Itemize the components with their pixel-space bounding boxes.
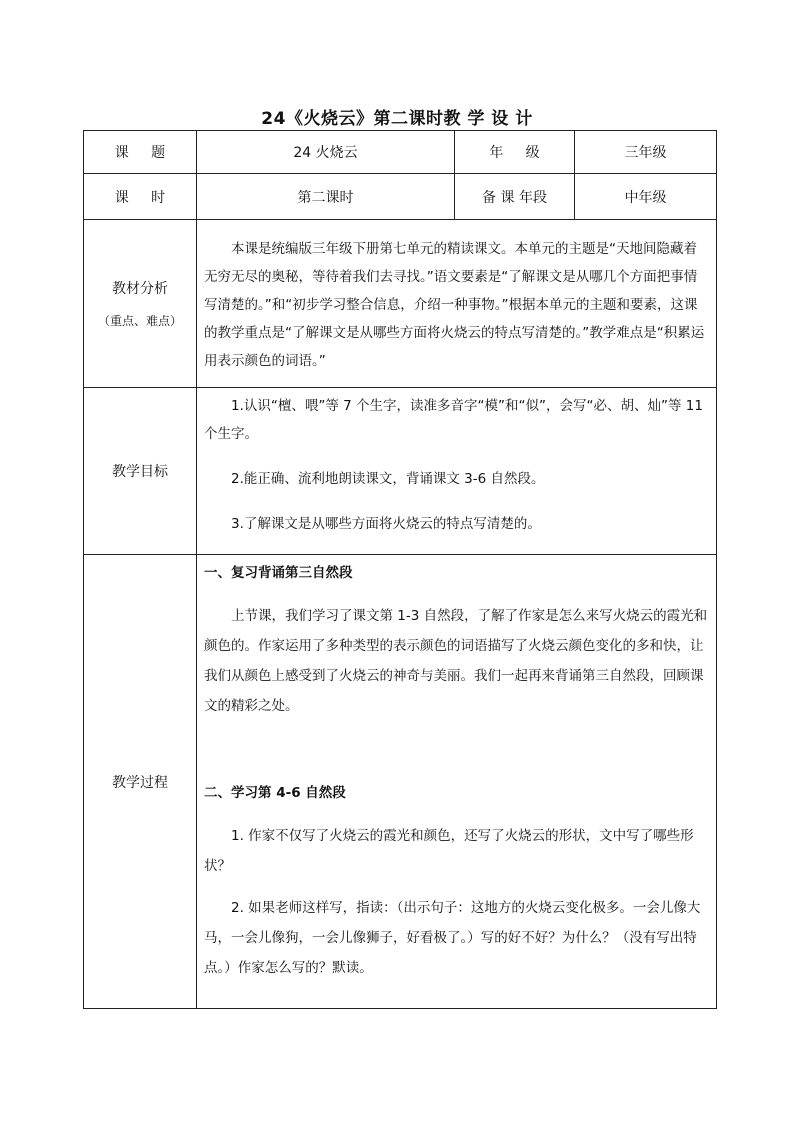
prep-value: 中年级 [575, 174, 717, 220]
grade-value: 三年级 [575, 131, 717, 174]
table-row-period [84, 174, 717, 220]
table-row-analysis [84, 220, 717, 388]
process-section1-text: 上节课，我们学习了课文第 1-3 自然段，了解了作家是怎么来写火烧云的霞光和颜色的。作家运用了多种类型的表示颜色的词语描写了火烧云颜色变化的多和快，让我们从颜色上感受到了火烧云的神奇与美丽。我们一起再来背诵第三自然段，回顾课文的精彩之处。 [204, 608, 708, 714]
process-question-1: 1. 作家不仅写了火烧云的霞光和颜色，还写了火烧云的形状，文中写了哪些形状？ [204, 828, 694, 874]
topic-label: 课题 [84, 131, 197, 174]
table-row-process [84, 555, 717, 1009]
goal-item: 2.能正确、流利地朗读课文，背诵课文 3-6 自然段。 [231, 471, 545, 487]
analysis-label-cell [84, 220, 197, 388]
lesson-plan-table [83, 130, 717, 1009]
process-section1-heading: 一、复习背诵第三自然段 [204, 565, 353, 581]
table-row-topic [84, 131, 717, 174]
goals-label: 教学目标 [84, 388, 197, 555]
topic-value: 24 火烧云 [197, 131, 455, 174]
goal-item: 3.了解课文是从哪些方面将火烧云的特点写清楚的。 [231, 516, 541, 532]
process-label: 教学过程 [84, 555, 197, 1009]
analysis-content [197, 220, 717, 388]
process-question-2: 2. 如果老师这样写，指读：（出示句子：这地方的火烧云变化极多。一会儿像大马，一会儿像狗，一会儿像狮子，好看极了。）写的好不好？为什么？（没有写出特点。）作家怎么写的？默读。 [204, 900, 701, 976]
analysis-label: 教材分析 [112, 281, 168, 297]
process-section2-heading: 二、学习第 4-6 自然段 [204, 785, 346, 801]
prep-label: 备 课 年段 [455, 174, 575, 220]
goals-content [197, 388, 717, 555]
period-label: 课时 [84, 174, 197, 220]
analysis-sublabel: （重点、难点） [97, 314, 182, 328]
document-title: 24《火烧云》第二课时教 学 设 计 [261, 109, 533, 129]
grade-label: 年级 [455, 131, 575, 174]
process-content [197, 555, 717, 1009]
period-value: 第二课时 [197, 174, 455, 220]
goal-item: 1.认识“檀、喂”等 7 个生字，读准多音字“模”和“似”，会写“必、胡、灿”等 11 个生字。 [204, 398, 703, 442]
table-row-goals [84, 388, 717, 555]
analysis-text: 本课是统编版三年级下册第七单元的精读课文。本单元的主题是“天地间隐藏着无穷无尽的奥秘，等待着我们去寻找。”语文要素是“了解课文是从哪几个方面把事情写清楚的。”和“初步学习整合信息，介绍一种事物。”根据本单元的主题和要素，这课的教学重点是“了解课文是从哪些方面将火烧云的特点写清楚的。”教学难点是“积累运用表示颜色的词语。” [204, 240, 705, 369]
